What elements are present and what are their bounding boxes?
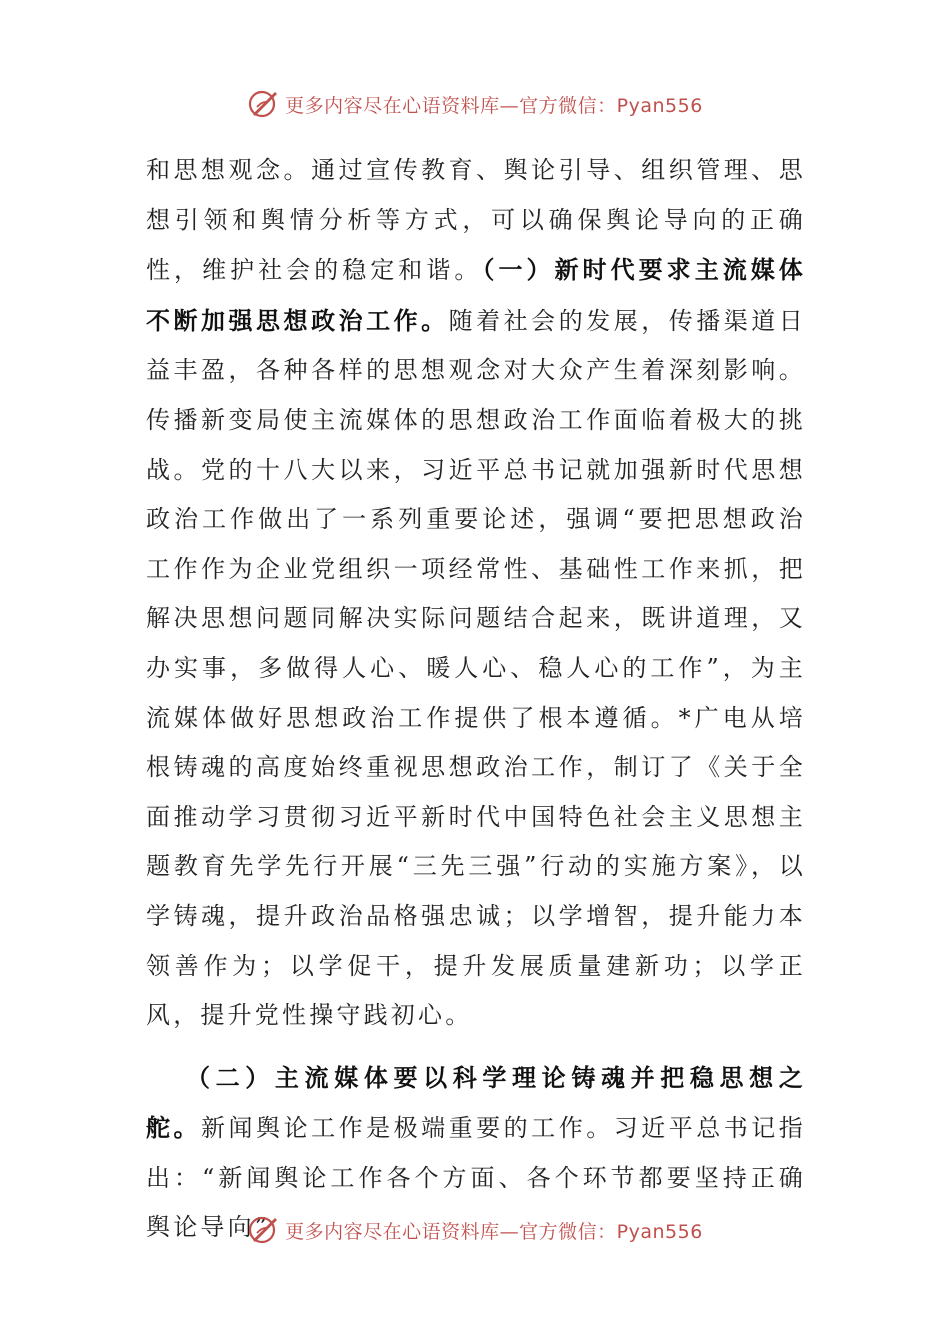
header-watermark: [0, 84, 950, 124]
paragraph-2-body: 新闻舆论工作是极端重要的工作。习近平总书记指出：“新闻舆论工作各个方面、各个环节都要坚持正确舆论导向”: [146, 1114, 806, 1242]
watermark-handle: Pyan556: [616, 94, 703, 117]
paragraph-1-lead: 和思想观念。通过宣传教育、舆论引导、组织管理、思想引领和舆情分析等方式，可以确保舆论导向的正确性，维护社会的稳定和谐。: [146, 156, 806, 285]
document-body: [146, 146, 806, 1253]
paragraph-1: [146, 146, 806, 1041]
section-heading-1: （一）新时代要求主流媒体不断加强思想政治工作。: [146, 255, 806, 335]
pen-logo-icon: [247, 87, 281, 121]
watermark-handle: Pyan556: [616, 1220, 703, 1243]
section-heading-2: （二）主流媒体要以科学理论铸魂并把稳思想之舵。: [146, 1062, 806, 1143]
watermark-label: 更多内容尽在心语资料库—官方微信：: [285, 1220, 617, 1243]
watermark-label: 更多内容尽在心语资料库—官方微信：: [285, 94, 617, 117]
watermark-text: [285, 1217, 703, 1244]
paragraph-1-body: 随着社会的发展，传播渠道日益丰盈，各种各样的思想观念对大众产生着深刻影响。传播新变局使主流媒体的思想政治工作面临着极大的挑战。党的十八大以来，习近平总书记就加强新时代思想政治工作做出了一系列重要论述，强调“要把思想政治工作作为企业党组织一项经常性、基础性工作来抓，把解决思想问题同解决实际问题结合起来，既讲道理，又办实事，多做得人心、暖人心、稳人心的工作”，为主流媒体做好思想政治工作提供了根本遵循。*广电从培根铸魂的高度始终重视思想政治工作，制订了《关于全面推动学习贯彻习近平新时代中国特色社会主义思想主题教育先学先行开展“三先三强”行动的实施方案》，以学铸魂，提升政治品格强忠诚；以学增智，提升能力本领善作为；以学促干，提升发展质量建新功；以学正风，提升党性操守践初心。: [146, 306, 806, 1030]
pen-logo-icon: [247, 1213, 281, 1247]
footer-watermark: [0, 1210, 950, 1250]
watermark-text: [285, 91, 703, 118]
